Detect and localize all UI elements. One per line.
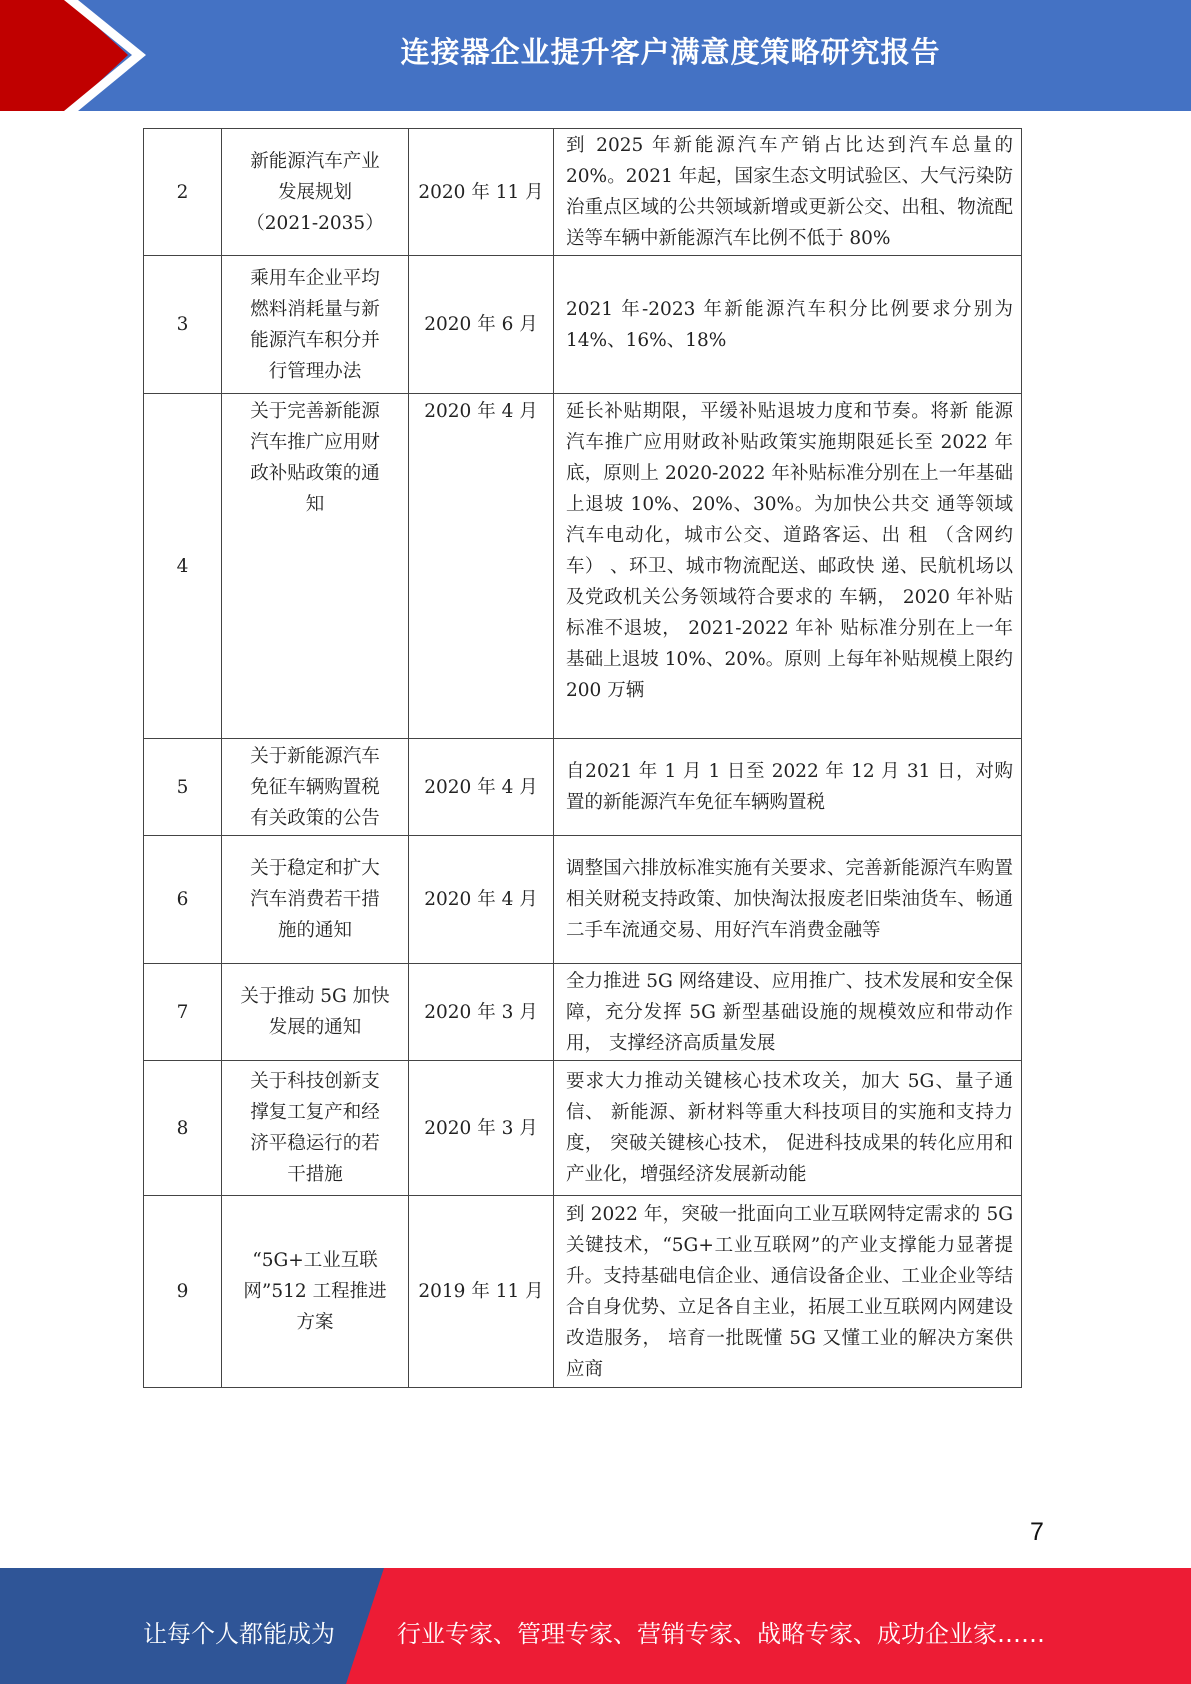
policy-date: 2020 年 4 月 [409, 836, 554, 964]
policy-description: 自2021 年 1 月 1 日至 2022 年 12 月 31 日，对购 置的新能源汽车免征车辆购置税 [554, 739, 1022, 836]
row-number: 2 [144, 129, 222, 256]
policy-name: 乘用车企业平均 燃料消耗量与新 能源汽车积分并 行管理办法 [222, 256, 409, 394]
table-row [144, 964, 1022, 1061]
policy-name: 关于完善新能源 汽车推广应用财 政补贴政策的通 知 [222, 394, 409, 739]
table-row [144, 836, 1022, 964]
policy-date: 2020 年 4 月 [409, 394, 554, 739]
policy-date: 2020 年 3 月 [409, 1061, 554, 1196]
row-number: 5 [144, 739, 222, 836]
policy-description: 全力推进 5G 网络建设、应用推广、技术发展和安全保障，充分发挥 5G 新型基础设施的规模效应和带动作用， 支撑经济高质量发展 [554, 964, 1022, 1061]
table-row [144, 394, 1022, 739]
row-number: 8 [144, 1061, 222, 1196]
policy-description: 到 2022 年，突破一批面向工业互联网特定需求的 5G 关键技术，“5G+工业互联网”的产业支撑能力显著提升。支持基础电信企业、通信设备企业、工业企业等结合自身优势、立足各自主业，拓展工业互联网内网建设改造服务， 培育一批既懂 5G 又懂工业的解决方案供应商 [554, 1196, 1022, 1388]
policy-table [143, 128, 1022, 1388]
policy-name: 新能源汽车产业 发展规划 （2021-2035） [222, 129, 409, 256]
page-number: 7 [1030, 1518, 1044, 1546]
policy-description: 调整国六排放标准实施有关要求、完善新能源汽车购置相关财税支持政策、加快淘汰报废老旧柴油货车、畅通二手车流通交易、用好汽车消费金融等 [554, 836, 1022, 964]
row-number: 6 [144, 836, 222, 964]
row-number: 3 [144, 256, 222, 394]
page-header [0, 0, 1191, 111]
policy-name: 关于科技创新支 撑复工复产和经 济平稳运行的若 干措施 [222, 1061, 409, 1196]
table-row [144, 129, 1022, 256]
page-footer [0, 1568, 1191, 1684]
row-number: 9 [144, 1196, 222, 1388]
table-row [144, 1061, 1022, 1196]
policy-date: 2019 年 11 月 [409, 1196, 554, 1388]
policy-date: 2020 年 4 月 [409, 739, 554, 836]
policy-date: 2020 年 3 月 [409, 964, 554, 1061]
policy-date: 2020 年 6 月 [409, 256, 554, 394]
policy-description: 到 2025 年新能源汽车产销占比达到汽车总量的 20%。2021 年起，国家生态文明试验区、大气污染防治重点区域的公共领域新增或更新公交、出租、物流配送等车辆中新能源汽车比例不低于 80% [554, 129, 1022, 256]
policy-date: 2020 年 11 月 [409, 129, 554, 256]
report-title: 连接器企业提升客户满意度策略研究报告 [400, 35, 941, 69]
policy-description: 延长补贴期限，平缓补贴退坡力度和节奏。将新 能源汽车推广应用财政补贴政策实施期限延长至 2022 年底，原则上 2020-2022 年补贴标准分别在上一年基础上退坡 10%、20%、30%。为加快公共交 通等领域汽车电动化，城市公交、道路客运、出 租 （含网约车） 、环卫、城市物流配送、邮政快 递、民航机场以及党政机关公务领域符合要求的 车辆， 2020 年补贴标准不退坡， 2021-2022 年补 贴标准分别在上一年基础上退坡 10%、20%。原则 上每年补贴规模上限约 200 万辆 [554, 394, 1022, 739]
row-number: 4 [144, 394, 222, 739]
row-number: 7 [144, 964, 222, 1061]
footer-slogan-left: 让每个人都能成为 [143, 1620, 335, 1648]
table-row [144, 256, 1022, 394]
policy-name: 关于稳定和扩大 汽车消费若干措 施的通知 [222, 836, 409, 964]
policy-description: 2021 年-2023 年新能源汽车积分比例要求分别为 14%、16%、18% [554, 256, 1022, 394]
policy-name: 关于新能源汽车 免征车辆购置税 有关政策的公告 [222, 739, 409, 836]
footer-slogan-right: 行业专家、管理专家、营销专家、战略专家、成功企业家…… [397, 1620, 1045, 1648]
policy-name: 关于推动 5G 加快 发展的通知 [222, 964, 409, 1061]
table-row [144, 1196, 1022, 1388]
policy-name: “5G+工业互联 网”512 工程推进 方案 [222, 1196, 409, 1388]
table-row [144, 739, 1022, 836]
policy-description: 要求大力推动关键核心技术攻关，加大 5G、量子通信、 新能源、新材料等重大科技项目的实施和支持力度， 突破关键核心技术， 促进科技成果的转化应用和产业化，增强经济发展新动能 [554, 1061, 1022, 1196]
